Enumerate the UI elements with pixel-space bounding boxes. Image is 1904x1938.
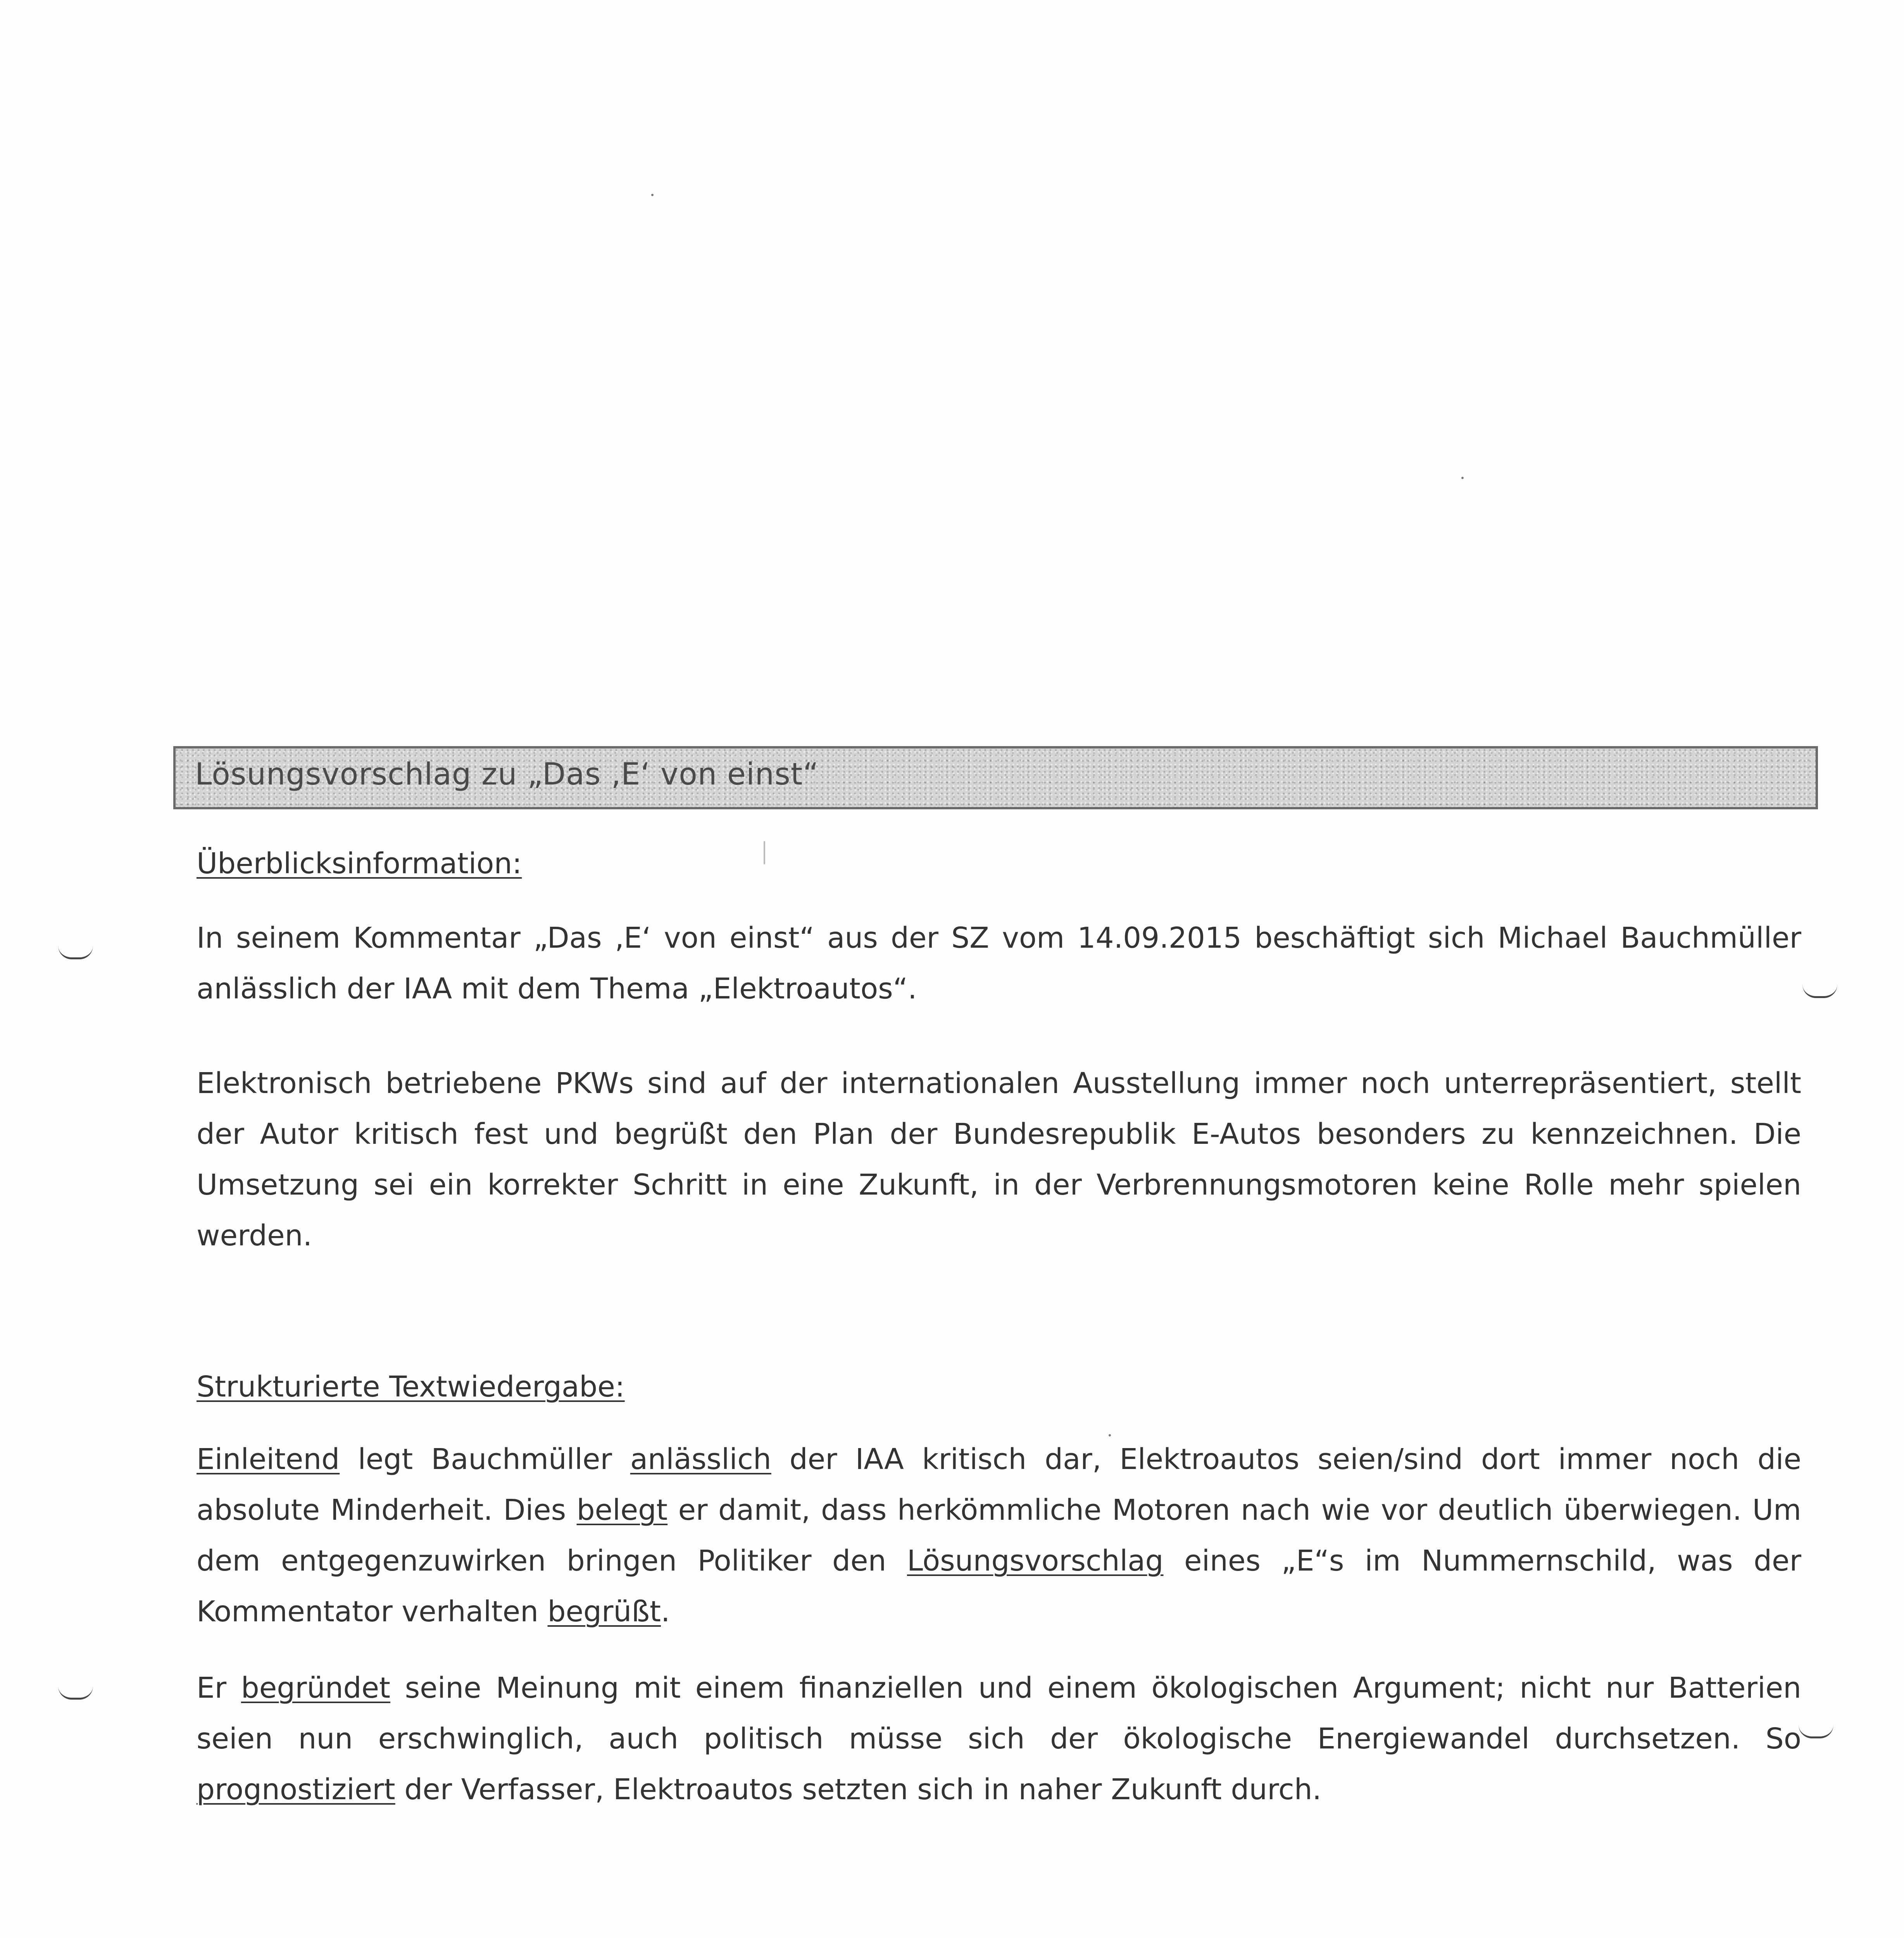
document-title: Lösungsvorschlag zu „Das ‚E‘ von einst“: [195, 757, 819, 792]
paragraph-text: .: [661, 1595, 670, 1628]
underlined-word: Lösungsvorschlag: [907, 1544, 1164, 1578]
margin-mark: [1802, 985, 1837, 998]
speck: [764, 841, 765, 864]
underlined-word: prognostiziert: [197, 1773, 395, 1806]
structured-paragraph-1: [197, 1434, 1801, 1637]
structured-heading: Strukturierte Textwiedergabe:: [197, 1370, 625, 1403]
margin-mark: [58, 1686, 93, 1700]
paragraph-text: der Verfasser, Elektroautos setzten sich in naher Zukunft durch.: [395, 1773, 1322, 1806]
underlined-word: belegt: [576, 1493, 668, 1527]
paragraph-text: legt Bauchmüller: [340, 1443, 630, 1476]
paragraph-text: eines „E“s im Nummernschild, was der Kommentator verhalten: [197, 1544, 1801, 1628]
margin-mark: [58, 946, 93, 959]
speck: [651, 194, 654, 196]
underlined-word: anlässlich: [630, 1443, 771, 1476]
structured-paragraph-2: [197, 1663, 1801, 1815]
speck: [1461, 477, 1464, 479]
overview-heading: Überblicksinformation:: [197, 847, 522, 880]
paragraph-text: seine Meinung mit einem finanziellen und einem ökologischen Argument; nicht nur Batterien seien nun erschwinglich, auch politisch müsse sich der ökologische Energiewandel durchsetzen. So: [197, 1671, 1801, 1755]
paragraph-text: er damit, dass herkömmliche Motoren nach wie vor deutlich überwiegen. Um dem entgegenzuwirken bringen Politiker den: [197, 1493, 1801, 1578]
underlined-word: begrüßt: [547, 1595, 661, 1628]
underlined-word: Einleitend: [197, 1443, 340, 1476]
paragraph-text: Er: [197, 1671, 241, 1705]
overview-paragraph-1: In seinem Kommentar „Das ‚E‘ von einst“ aus der SZ vom 14.09.2015 beschäftigt sich Michael Bauchmüller anlässlich der IAA mit dem Thema „Elektroautos“.: [197, 921, 1801, 1005]
margin-mark: [1799, 1725, 1833, 1738]
paragraph-text: der IAA kritisch dar, Elektroautos seien/sind dort immer noch die absolute Minderheit. Dies: [197, 1443, 1802, 1527]
underlined-word: begründet: [241, 1671, 391, 1705]
speck: [1109, 1434, 1111, 1436]
overview-paragraph-2: Elektronisch betriebene PKWs sind auf der internationalen Ausstellung immer noch unterrepräsentiert, stellt der Autor kritisch fest und begrüßt den Plan der Bundesrepublik E-Autos besonders zu kennzeichnen. Die Umsetzung sei ein korrekter Schritt in eine Zukunft, in der Verbrennungsmotoren keine Rolle mehr spielen werden.: [197, 1067, 1801, 1252]
title-bar: [173, 746, 1818, 809]
